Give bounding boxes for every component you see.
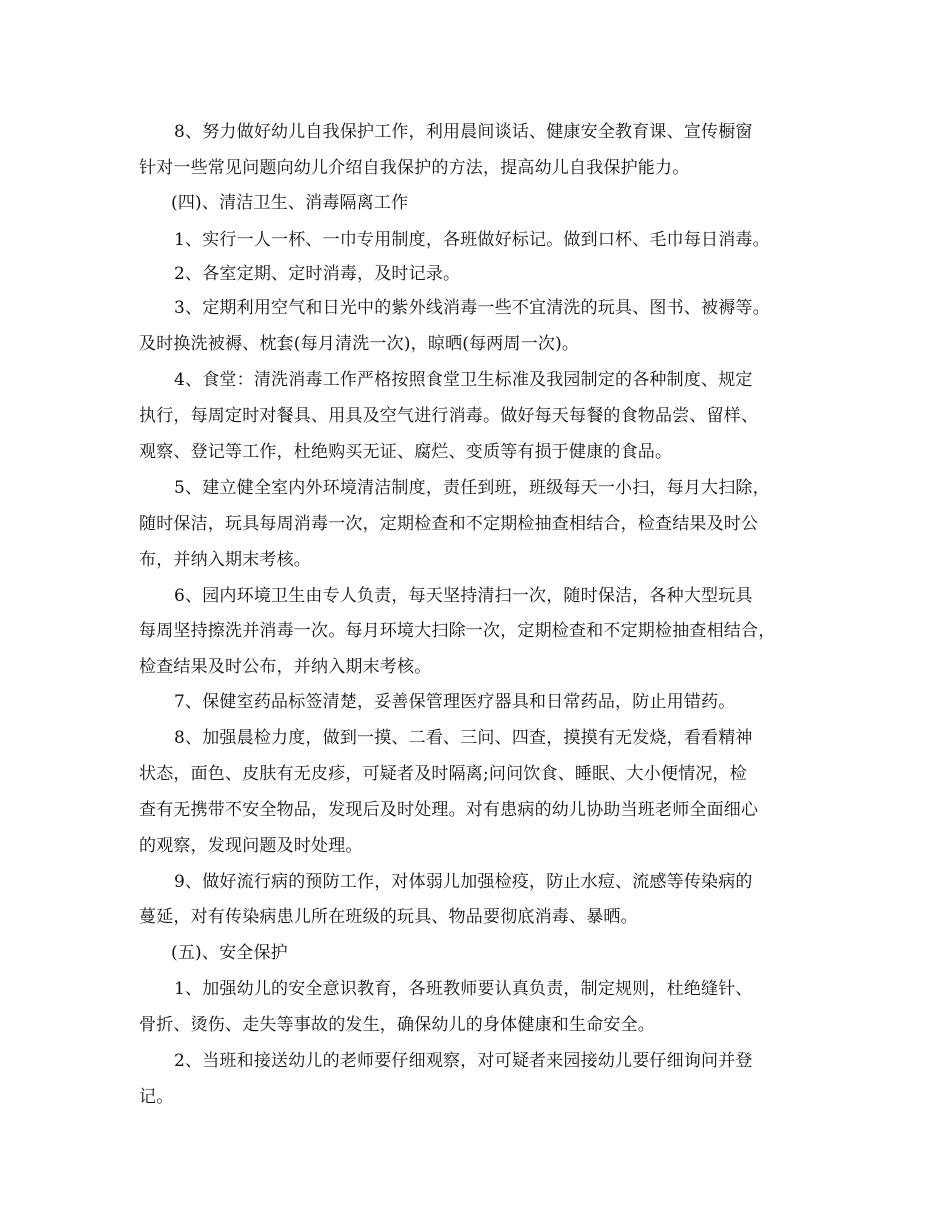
paragraph-line: 6、园内环境卫生由专人负责，每天坚持清扫一次，随时保洁，各种大型玩具 (174, 586, 753, 606)
paragraph-line: 7、保健室药品标签清楚，妥善保管理医疗器具和日常药品，防止用错药。 (174, 692, 736, 712)
paragraph-line: 观察、登记等工作，杜绝购买无证、腐烂、变质等有损于健康的食品。 (139, 442, 673, 462)
section-heading: (五)、安全保护 (171, 943, 288, 963)
paragraph-line: 随时保洁，玩具每周消毒一次，定期检查和不定期检抽查相结合，检查结果及时公 (139, 514, 759, 534)
paragraph-line: 及时换洗被褥、枕套(每月清洗一次)，晾晒(每两周一次)。 (139, 334, 580, 354)
paragraph-line: 8、加强晨检力度，做到一摸、二看、三问、四查，摸摸有无发烧，看看精神 (174, 728, 753, 748)
paragraph-line: 4、食堂：清洗消毒工作严格按照食堂卫生标准及我园制定的各种制度、规定 (174, 370, 753, 390)
paragraph-line: 蔓延，对有传染病患儿所在班级的玩具、物品要彻底消毒、暴晒。 (139, 907, 638, 927)
paragraph-line: 骨折、烫伤、走失等事故的发生，确保幼儿的身体健康和生命安全。 (139, 1015, 655, 1035)
paragraph-line: 2、当班和接送幼儿的老师要仔细观察，对可疑者来园接幼儿要仔细询问并登 (174, 1051, 753, 1071)
paragraph-line: 布，并纳入期末考核。 (139, 550, 311, 570)
paragraph-line: 状态，面色、皮肤有无皮疹，可疑者及时隔离;问问饮食、睡眠、大小便情况，检 (139, 764, 747, 784)
paragraph-line: 5、建立健全室内外环境清洁制度，责任到班，班级每天一小扫，每月大扫除， (174, 478, 770, 498)
section-heading: (四)、清洁卫生、消毒隔离工作 (171, 193, 409, 213)
paragraph-line: 记。 (139, 1087, 174, 1107)
paragraph-line: 每周坚持擦洗并消毒一次。每月环境大扫除一次，定期检查和不定期检抽查相结合， (139, 621, 776, 641)
paragraph-line: 查有无携带不安全物品，发现后及时处理。对有患病的幼儿协助当班老师全面细心 (139, 800, 759, 820)
paragraph-line: 2、各室定期、定时消毒，及时记录。 (174, 264, 461, 284)
paragraph-line: 1、加强幼儿的安全意识教育，各班教师要认真负责，制定规则，杜绝缝针、 (174, 979, 753, 999)
paragraph-line: 1、实行一人一杯、一巾专用制度，各班做好标记。做到口杯、毛巾每日消毒。 (174, 230, 770, 250)
paragraph-line: 的观察，发现问题及时处理。 (139, 836, 363, 856)
paragraph-line: 8、努力做好幼儿自我保护工作，利用晨间谈话、健康安全教育课、宣传橱窗 (174, 122, 753, 142)
paragraph-line: 9、做好流行病的预防工作，对体弱儿加强检疫，防止水痘、流感等传染病的 (174, 872, 753, 892)
paragraph-line: 检查结果及时公布，并纳入期末考核。 (139, 657, 432, 677)
paragraph-line: 3、定期利用空气和日光中的紫外线消毒一些不宜清洗的玩具、图书、被褥等。 (174, 298, 770, 318)
paragraph-line: 执行，每周定时对餐具、用具及空气进行消毒。做好每天每餐的食物品尝、留样、 (139, 406, 759, 426)
paragraph-line: 针对一些常见问题向幼儿介绍自我保护的方法，提高幼儿自我保护能力。 (139, 158, 690, 178)
